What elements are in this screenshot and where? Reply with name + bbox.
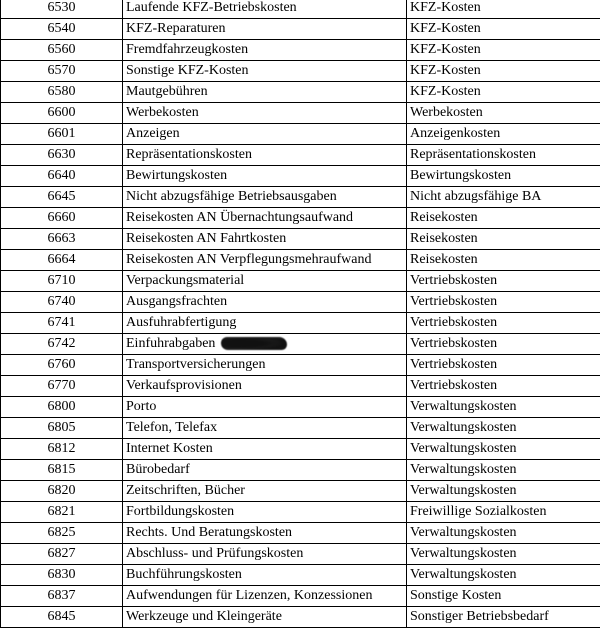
table-row[interactable]: [1, 313, 600, 334]
cost-category-cell[interactable]: Reisekosten: [407, 229, 600, 250]
account-name-cell[interactable]: [123, 544, 407, 565]
account-name-cell[interactable]: [123, 292, 407, 313]
account-number-cell[interactable]: 6812: [1, 439, 123, 460]
account-name-cell[interactable]: [123, 355, 407, 376]
account-number-cell[interactable]: 6640: [1, 166, 123, 187]
account-name-cell[interactable]: [123, 208, 407, 229]
account-name-cell[interactable]: [123, 418, 407, 439]
table-row[interactable]: [1, 418, 600, 439]
account-name-text: Reisekosten AN Verpflegungsmehraufwand: [126, 252, 372, 267]
account-name-cell[interactable]: [123, 586, 407, 607]
table-row[interactable]: [1, 481, 600, 502]
table-row[interactable]: [1, 208, 600, 229]
table-row[interactable]: [1, 103, 600, 124]
cost-category-cell[interactable]: Verwaltungskosten: [407, 460, 600, 481]
account-name-cell[interactable]: [123, 82, 407, 103]
cost-category-cell[interactable]: Sonstige Kosten: [407, 586, 600, 607]
account-number-cell[interactable]: 6821: [1, 502, 123, 523]
account-number-cell[interactable]: 6710: [1, 271, 123, 292]
cost-category-cell[interactable]: Vertriebskosten: [407, 355, 600, 376]
account-number-cell[interactable]: 6770: [1, 376, 123, 397]
account-number-cell[interactable]: 6660: [1, 208, 123, 229]
account-number-cell[interactable]: 6630: [1, 145, 123, 166]
cost-category-cell[interactable]: Vertriebskosten: [407, 271, 600, 292]
account-name-text: Reisekosten AN Übernachtungsaufwand: [126, 210, 354, 225]
account-name-cell[interactable]: [123, 460, 407, 481]
cost-category-cell[interactable]: KFZ-Kosten: [407, 19, 600, 40]
account-name-cell[interactable]: [123, 19, 407, 40]
account-name-text: Sonstige KFZ-Kosten: [126, 63, 249, 78]
account-name-cell[interactable]: [123, 40, 407, 61]
account-name-text: Verpackungsmaterial: [126, 273, 245, 288]
account-number-cell[interactable]: 6740: [1, 292, 123, 313]
account-name-text: Werkzeuge und Kleingeräte: [126, 609, 282, 624]
account-name-text: Ausfuhrabfertigung: [126, 315, 237, 330]
account-number-cell[interactable]: 6601: [1, 124, 123, 145]
account-number-cell[interactable]: 6664: [1, 250, 123, 271]
cost-category-cell[interactable]: Sonstiger Betriebsbedarf: [407, 607, 600, 628]
account-number-cell[interactable]: 6645: [1, 187, 123, 208]
cost-category-cell[interactable]: Verwaltungskosten: [407, 439, 600, 460]
table-row[interactable]: [1, 439, 600, 460]
account-name-text: Laufende KFZ-Betriebskosten: [126, 0, 297, 15]
account-name-text: Transportversicherungen: [126, 357, 266, 372]
account-number-cell[interactable]: 6837: [1, 586, 123, 607]
account-name-cell[interactable]: [123, 166, 407, 187]
account-name-text: Buchführungskosten: [126, 567, 242, 582]
table-row[interactable]: [1, 523, 600, 544]
account-name-cell[interactable]: [123, 61, 407, 82]
cost-category-cell[interactable]: Verwaltungskosten: [407, 565, 600, 586]
account-name-text: Bürobedarf: [126, 462, 190, 477]
account-name-text: KFZ-Reparaturen: [126, 21, 226, 36]
account-name-text: Zeitschriften, Bücher: [126, 483, 245, 498]
table-row[interactable]: [1, 124, 600, 145]
cost-category-cell[interactable]: Verwaltungskosten: [407, 523, 600, 544]
account-name-text: Nicht abzugsfähige Betriebsausgaben: [126, 189, 337, 204]
account-number-cell[interactable]: 6815: [1, 460, 123, 481]
account-name-cell[interactable]: [123, 376, 407, 397]
table-row[interactable]: [1, 502, 600, 523]
table-row[interactable]: [1, 565, 600, 586]
account-name-text: Rechts. Und Beratungskosten: [126, 525, 293, 540]
account-number-cell[interactable]: 6530: [1, 0, 123, 19]
table-row[interactable]: [1, 82, 600, 103]
cost-category-cell[interactable]: Freiwillige Sozialkosten: [407, 502, 600, 523]
cost-category-cell[interactable]: Anzeigenkosten: [407, 124, 600, 145]
account-number-cell[interactable]: 6742: [1, 334, 123, 355]
cost-category-cell[interactable]: Vertriebskosten: [407, 292, 600, 313]
account-name-cell[interactable]: [123, 0, 407, 19]
account-name-cell[interactable]: [123, 397, 407, 418]
table-row[interactable]: [1, 40, 600, 61]
account-number-cell[interactable]: 6845: [1, 607, 123, 628]
account-name-cell[interactable]: [123, 565, 407, 586]
account-name-cell[interactable]: [123, 607, 407, 628]
cost-category-cell[interactable]: Werbekosten: [407, 103, 600, 124]
account-number-cell[interactable]: 6825: [1, 523, 123, 544]
table-row[interactable]: [1, 355, 600, 376]
account-number-cell[interactable]: 6805: [1, 418, 123, 439]
table-row[interactable]: [1, 229, 600, 250]
table-row[interactable]: [1, 544, 600, 565]
cost-category-cell[interactable]: Bewirtungskosten: [407, 166, 600, 187]
cost-category-cell[interactable]: Verwaltungskosten: [407, 481, 600, 502]
table-row[interactable]: [1, 292, 600, 313]
cost-category-cell[interactable]: Verwaltungskosten: [407, 418, 600, 439]
account-name-text: Anzeigen: [126, 126, 180, 141]
account-name-text: Repräsentationskosten: [126, 147, 252, 162]
account-number-cell[interactable]: 6827: [1, 544, 123, 565]
account-name-text: Abschluss- und Prüfungskosten: [126, 546, 304, 561]
account-name-cell[interactable]: [123, 523, 407, 544]
table-row[interactable]: [1, 271, 600, 292]
account-name-cell[interactable]: [123, 502, 407, 523]
account-name-cell[interactable]: [123, 271, 407, 292]
cost-category-cell[interactable]: KFZ-Kosten: [407, 61, 600, 82]
cost-category-cell[interactable]: Reisekosten: [407, 208, 600, 229]
cost-category-cell[interactable]: Nicht abzugsfähige BA: [407, 187, 600, 208]
redaction-scribble: [221, 337, 287, 350]
account-name-text: Bewirtungskosten: [126, 168, 228, 183]
account-name-text: Porto: [126, 399, 157, 414]
cost-category-cell[interactable]: Verwaltungskosten: [407, 397, 600, 418]
account-name-text: Werbekosten: [126, 105, 199, 120]
cost-category-cell[interactable]: KFZ-Kosten: [407, 82, 600, 103]
account-name-text: Telefon, Telefax: [126, 420, 218, 435]
account-number-cell[interactable]: 6741: [1, 313, 123, 334]
table-row[interactable]: [1, 61, 600, 82]
account-table-body: [1, 0, 600, 628]
account-name-cell[interactable]: [123, 187, 407, 208]
cost-category-cell[interactable]: Verwaltungskosten: [407, 544, 600, 565]
account-number-cell[interactable]: 6663: [1, 229, 123, 250]
account-number-cell[interactable]: 6560: [1, 40, 123, 61]
account-name-text: Aufwendungen für Lizenzen, Konzessionen: [126, 588, 373, 603]
account-number-cell[interactable]: 6830: [1, 565, 123, 586]
table-row[interactable]: [1, 0, 600, 19]
table-row[interactable]: [1, 334, 600, 355]
account-name-cell[interactable]: [123, 229, 407, 250]
account-name-cell[interactable]: [123, 313, 407, 334]
cost-category-cell[interactable]: Reisekosten: [407, 250, 600, 271]
account-number-cell[interactable]: 6540: [1, 19, 123, 40]
account-name-cell[interactable]: [123, 103, 407, 124]
account-name-text: Internet Kosten: [126, 441, 213, 456]
cost-category-cell[interactable]: KFZ-Kosten: [407, 0, 600, 19]
account-name-text: Einfuhrabgaben: [126, 336, 216, 351]
account-name-cell[interactable]: [123, 145, 407, 166]
table-row[interactable]: [1, 19, 600, 40]
account-number-cell[interactable]: 6600: [1, 103, 123, 124]
table-row[interactable]: [1, 376, 600, 397]
account-number-cell[interactable]: 6570: [1, 61, 123, 82]
account-number-cell[interactable]: 6580: [1, 82, 123, 103]
cost-category-cell[interactable]: Vertriebskosten: [407, 334, 600, 355]
account-name-cell[interactable]: [123, 334, 407, 355]
table-row[interactable]: [1, 397, 600, 418]
table-row[interactable]: [1, 607, 600, 628]
account-name-text: Reisekosten AN Fahrtkosten: [126, 231, 287, 246]
account-number-cell[interactable]: 6760: [1, 355, 123, 376]
cost-category-cell[interactable]: Vertriebskosten: [407, 313, 600, 334]
table-row[interactable]: [1, 187, 600, 208]
cost-category-cell[interactable]: KFZ-Kosten: [407, 40, 600, 61]
account-number-cell[interactable]: 6800: [1, 397, 123, 418]
table-row[interactable]: [1, 460, 600, 481]
table-row[interactable]: [1, 166, 600, 187]
account-name-text: Fortbildungskosten: [126, 504, 235, 519]
cost-category-cell[interactable]: Repräsentationskosten: [407, 145, 600, 166]
account-number-cell[interactable]: 6820: [1, 481, 123, 502]
account-name-cell[interactable]: [123, 124, 407, 145]
account-name-text: Mautgebühren: [126, 84, 208, 99]
table-row[interactable]: [1, 145, 600, 166]
account-name-text: Ausgangsfrachten: [126, 294, 228, 309]
account-name-text: Verkaufsprovisionen: [126, 378, 242, 393]
account-name-cell[interactable]: [123, 481, 407, 502]
account-name-text: Fremdfahrzeugkosten: [126, 42, 249, 57]
account-name-cell[interactable]: [123, 439, 407, 460]
table-row[interactable]: [1, 250, 600, 271]
table-row[interactable]: [1, 586, 600, 607]
account-name-cell[interactable]: [123, 250, 407, 271]
cost-category-cell[interactable]: Vertriebskosten: [407, 376, 600, 397]
